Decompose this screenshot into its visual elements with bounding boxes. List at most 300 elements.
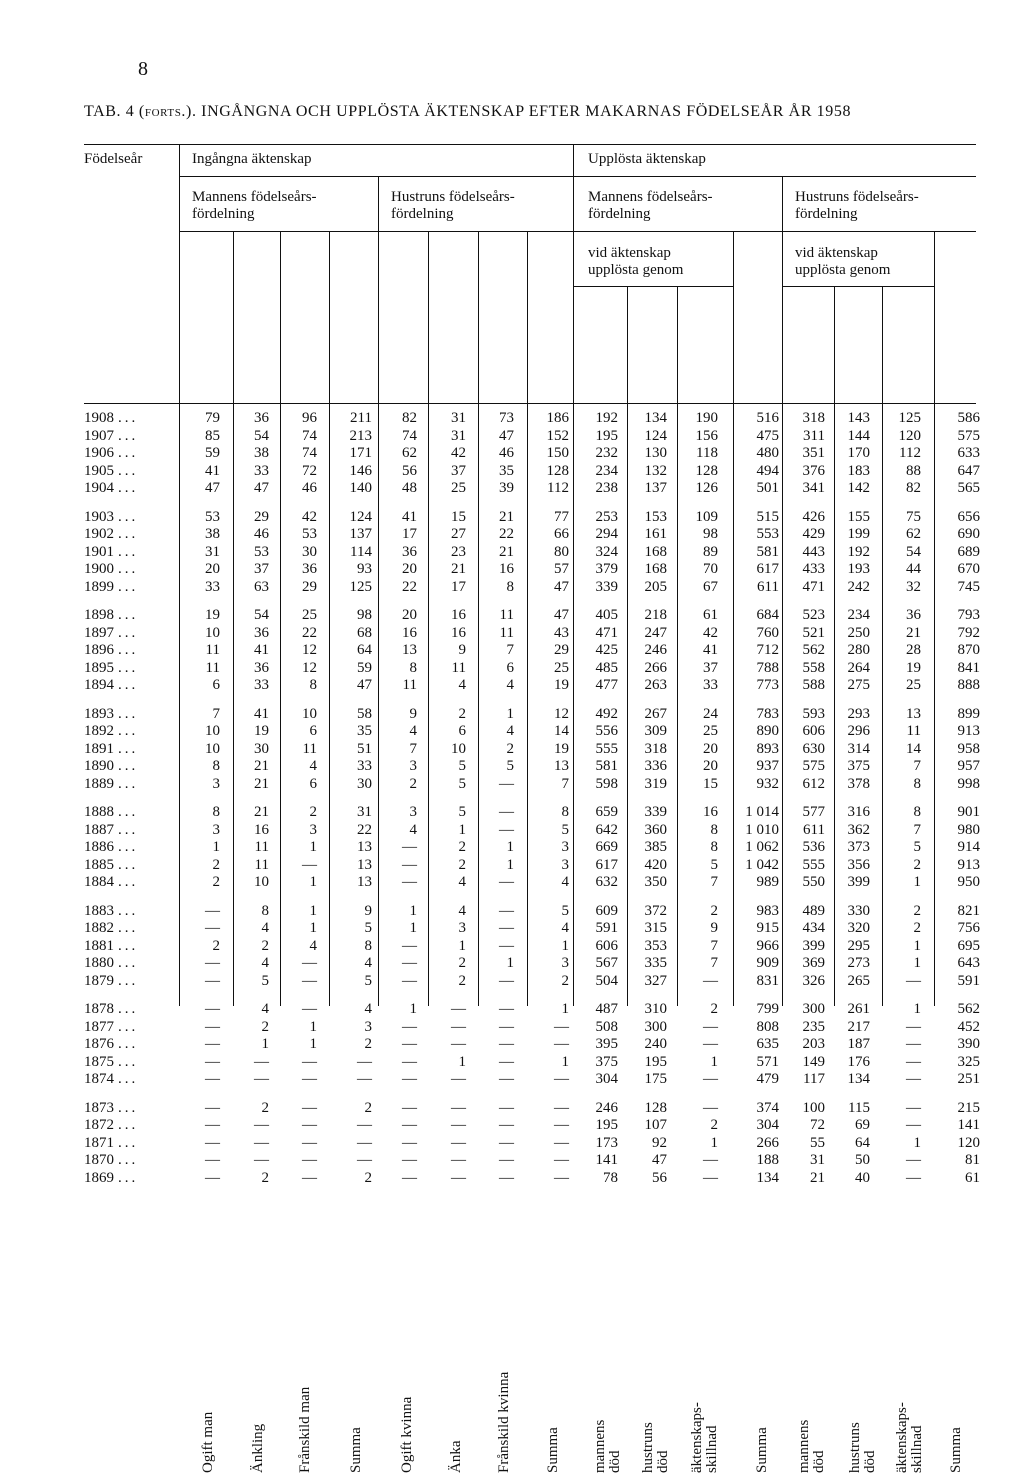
table-cell: 433	[802, 561, 825, 578]
table-cell: 562	[802, 642, 825, 659]
table-cell: 966	[756, 937, 779, 954]
table-cell: —	[302, 1134, 317, 1151]
table-cell: 2	[212, 937, 220, 954]
table-cell: 20	[205, 561, 220, 578]
table-cell: 128	[644, 1099, 667, 1116]
row-year-value: 1886	[84, 839, 114, 856]
table-cell: 429	[802, 526, 825, 543]
table-cell: 20	[703, 758, 718, 775]
table-cell: 3	[364, 1018, 372, 1035]
table-cell: 150	[546, 445, 569, 462]
table-cell: 632	[595, 874, 618, 891]
header-mannens-upp	[588, 189, 713, 223]
table-cell: 188	[756, 1152, 779, 1169]
col-franskild-man-label: Frånskild man	[297, 1386, 313, 1473]
row-year	[84, 758, 152, 775]
table-cell: —	[499, 902, 514, 919]
row-year-value: 1894	[84, 677, 114, 694]
table-cell: 5	[913, 839, 921, 856]
col-summa-1-label: Summa	[348, 1427, 364, 1473]
table-cell: 11	[205, 642, 220, 659]
row-year-leader: ...	[118, 561, 139, 578]
table-cell: 611	[757, 578, 779, 595]
table-cell: 42	[451, 445, 466, 462]
table-cell: 247	[644, 624, 667, 641]
table-cell: 7	[212, 705, 220, 722]
table-cell: —	[205, 955, 220, 972]
col-akt-1-label	[690, 1402, 720, 1473]
table-cell: 9	[409, 705, 417, 722]
table-cell: 168	[644, 543, 667, 560]
table-cell: 57	[554, 561, 569, 578]
header-hustruns-upp-2: fördelning	[795, 206, 858, 222]
row-year	[84, 804, 152, 821]
table-cell: 186	[546, 410, 569, 426]
table-cell: 40	[855, 1169, 870, 1186]
row-year-leader: ...	[118, 902, 139, 919]
table-cell: 670	[957, 561, 980, 578]
table-cell: 21	[451, 561, 466, 578]
row-year-value: 1904	[84, 480, 114, 497]
row-year	[84, 822, 152, 839]
table-cell: 684	[756, 607, 779, 623]
table-cell: 12	[554, 705, 569, 722]
col-summa-3-label: Summa	[754, 1427, 770, 1473]
table-cell: 114	[350, 543, 372, 560]
table-cell: 1	[506, 856, 514, 873]
table-cell: —	[499, 1117, 514, 1134]
row-year	[84, 1054, 152, 1071]
table-cell: 33	[703, 677, 718, 694]
row-year	[84, 1001, 152, 1018]
table-cell: 54	[906, 543, 921, 560]
v-rule-hustruns-upp	[782, 176, 783, 1006]
col-akt-2-label	[895, 1402, 925, 1473]
table-cell: 489	[802, 902, 825, 919]
table-cell: 22	[357, 821, 372, 838]
row-year-leader: ...	[118, 508, 139, 525]
row-year	[84, 874, 152, 891]
table-cell: 1	[309, 902, 317, 919]
table-cell: —	[254, 1053, 269, 1070]
table-cell: —	[205, 1117, 220, 1134]
table-cell: 9	[710, 920, 718, 937]
v-rule-c13	[834, 286, 835, 1006]
table-cell: 300	[802, 1001, 825, 1017]
row-year-leader: ...	[118, 920, 139, 937]
table-cell: 316	[847, 804, 870, 820]
row-year	[84, 1135, 152, 1152]
table-cell: 168	[644, 561, 667, 578]
table-cell: 2	[506, 740, 514, 757]
table-cell: 581	[595, 758, 618, 775]
table-cell: 10	[451, 740, 466, 757]
table-cell: 6	[212, 677, 220, 694]
table-cell: 1	[506, 955, 514, 972]
table-cell: 425	[595, 642, 618, 659]
col-hustruns-dod-1-label	[641, 1422, 671, 1473]
table-cell: 199	[847, 526, 870, 543]
table-cell: 125	[898, 410, 921, 426]
col-ankling-label: Änkling	[250, 1423, 266, 1473]
v-rule-c9	[627, 286, 628, 1006]
table-cell: 47	[499, 427, 514, 444]
row-year-leader: ...	[118, 937, 139, 954]
table-cell: 267	[644, 705, 667, 722]
row-year-value: 1881	[84, 937, 114, 954]
header-mannens-upp-2: fördelning	[588, 206, 651, 222]
table-cell: 471	[802, 578, 825, 595]
table-cell: 59	[357, 659, 372, 676]
table-cell: 19	[254, 723, 269, 740]
table-cell: 1	[913, 1134, 921, 1151]
table-cell: —	[302, 856, 317, 873]
row-year	[84, 607, 152, 624]
row-year-leader: ...	[118, 607, 139, 623]
header-upplosta: Upplösta äktenskap	[588, 151, 706, 167]
table-cell: 144	[847, 427, 870, 444]
row-year-leader: ...	[118, 677, 139, 694]
table-cell: 141	[595, 1152, 618, 1169]
table-cell: 54	[254, 607, 269, 623]
table-cell: 1	[506, 839, 514, 856]
col-hustruns-dod-2a: hustruns	[847, 1422, 863, 1473]
table-cell: 7	[710, 955, 718, 972]
row-year-value: 1874	[84, 1071, 114, 1088]
table-cell: 1 042	[745, 856, 779, 873]
table-cell: 134	[644, 410, 667, 426]
row-year	[84, 509, 152, 526]
table-cell: 11	[254, 839, 269, 856]
table-cell: 36	[254, 410, 269, 426]
table-cell: 120	[957, 1134, 980, 1151]
table-cell: 1	[409, 902, 417, 919]
table-cell: 29	[554, 642, 569, 659]
table-cell: 42	[703, 624, 718, 641]
table-cell: 263	[644, 677, 667, 694]
row-year-value: 1908	[84, 410, 114, 426]
table-cell: 2	[364, 1169, 372, 1186]
row-year-value: 1905	[84, 462, 114, 479]
row-year-value: 1896	[84, 642, 114, 659]
table-cell: 609	[595, 902, 618, 919]
col-hustruns-dod-2-label	[848, 1422, 878, 1473]
table-cell: 17	[451, 578, 466, 595]
row-year-leader: ...	[118, 462, 139, 479]
col-akt-2a: äktenskaps-	[894, 1402, 910, 1473]
table-cell: 11	[906, 723, 921, 740]
header-hustruns-ing-1: Hustruns födelseårs-	[391, 189, 515, 205]
table-cell: 1	[261, 1036, 269, 1053]
row-year-leader: ...	[118, 821, 139, 838]
header-vid-1	[588, 245, 683, 279]
col-akt-1b: skillnad	[704, 1425, 720, 1473]
table-cell: 193	[847, 561, 870, 578]
table-cell: —	[906, 1152, 921, 1169]
table-cell: 112	[899, 445, 921, 462]
table-title-prefix: TAB. 4 (forts.).	[84, 103, 197, 120]
row-year	[84, 642, 152, 659]
table-cell: —	[205, 1152, 220, 1169]
table-cell: 7	[409, 740, 417, 757]
table-cell: 21	[810, 1169, 825, 1186]
table-cell: —	[499, 1099, 514, 1116]
table-cell: 33	[254, 677, 269, 694]
v-rule-rowlabels	[179, 144, 180, 1006]
table-cell: 893	[756, 740, 779, 757]
table-cell: 118	[696, 445, 718, 462]
col-anka-label: Änka	[448, 1440, 464, 1473]
table-cell: 53	[302, 526, 317, 543]
table-cell: 161	[644, 526, 667, 543]
table-cell: 958	[957, 740, 980, 757]
table-cell: —	[499, 775, 514, 792]
col-ogift-kvinna-label: Ogift kvinna	[399, 1396, 415, 1473]
table-cell: —	[451, 1117, 466, 1134]
table-cell: —	[254, 1152, 269, 1169]
table-cell: 5	[710, 856, 718, 873]
table-cell: 598	[595, 775, 618, 792]
table-cell: 2	[364, 1099, 372, 1116]
table-cell: —	[451, 1134, 466, 1151]
table-cell: 5	[458, 775, 466, 792]
table-cell: 1	[458, 1053, 466, 1070]
table-cell: 183	[847, 462, 870, 479]
row-year	[84, 625, 152, 642]
row-year-value: 1878	[84, 1001, 114, 1017]
table-cell: 633	[957, 445, 980, 462]
col-ogift-kvinna	[398, 1323, 418, 1473]
table-cell: 36	[254, 624, 269, 641]
table-cell: 555	[595, 740, 618, 757]
col-mannens-dod-2-label	[797, 1420, 827, 1473]
table-cell: 913	[957, 723, 980, 740]
table-cell: 74	[302, 427, 317, 444]
row-year-value: 1879	[84, 972, 114, 989]
table-cell: 937	[756, 758, 779, 775]
table-cell: 141	[957, 1117, 980, 1134]
table-cell: 870	[957, 642, 980, 659]
table-cell: —	[402, 1018, 417, 1035]
table-cell: 234	[595, 462, 618, 479]
row-year-value: 1883	[84, 902, 114, 919]
table-cell: —	[205, 1071, 220, 1088]
table-cell: —	[402, 972, 417, 989]
table-cell: 1	[458, 821, 466, 838]
row-year	[84, 463, 152, 480]
row-year-leader: ...	[118, 1001, 139, 1017]
table-cell: 33	[254, 462, 269, 479]
table-cell: 914	[957, 839, 980, 856]
table-cell: 62	[402, 445, 417, 462]
col-summa-3	[753, 1323, 773, 1473]
table-cell: 31	[810, 1152, 825, 1169]
table-cell: 1	[561, 1001, 569, 1017]
table-cell: 311	[803, 427, 825, 444]
row-year-leader: ...	[118, 642, 139, 659]
table-cell: —	[357, 1134, 372, 1151]
table-cell: 25	[451, 480, 466, 497]
table-cell: 25	[703, 723, 718, 740]
table-cell: 773	[756, 677, 779, 694]
table-cell: —	[499, 1152, 514, 1169]
table-cell: 22	[302, 624, 317, 641]
table-cell: 3	[212, 821, 220, 838]
table-cell: 487	[595, 1001, 618, 1017]
table-cell: —	[302, 955, 317, 972]
table-cell: 251	[957, 1071, 980, 1088]
table-cell: 23	[451, 543, 466, 560]
table-cell: 242	[847, 578, 870, 595]
table-cell: 61	[965, 1169, 980, 1186]
row-year	[84, 660, 152, 677]
table-cell: 4	[364, 955, 372, 972]
table-cell: 47	[357, 677, 372, 694]
table-cell: 4	[458, 902, 466, 919]
header-vid-2a: vid äktenskap	[795, 245, 878, 261]
row-year-leader: ...	[118, 1036, 139, 1053]
table-cell: 5	[458, 758, 466, 775]
table-cell: 901	[957, 804, 980, 820]
table-cell: 452	[957, 1018, 980, 1035]
table-cell: 1	[710, 1134, 718, 1151]
table-cell: 44	[906, 561, 921, 578]
row-year-value: 1882	[84, 920, 114, 937]
row-year	[84, 410, 152, 427]
table-cell: 246	[644, 642, 667, 659]
table-cell: 195	[595, 1117, 618, 1134]
table-cell: 39	[499, 480, 514, 497]
table-cell: 7	[913, 758, 921, 775]
table-cell: 504	[595, 972, 618, 989]
table-cell: —	[451, 1036, 466, 1053]
table-cell: 11	[254, 856, 269, 873]
col-franskild-kvinna-label: Frånskild kvinna	[496, 1371, 512, 1473]
row-year-leader: ...	[118, 874, 139, 891]
row-year-leader: ...	[118, 856, 139, 873]
table-cell: —	[554, 1099, 569, 1116]
table-cell: 14	[906, 740, 921, 757]
col-hustruns-dod-2	[848, 1323, 882, 1473]
table-cell: 309	[644, 723, 667, 740]
table-cell: 2	[710, 1117, 718, 1134]
table-cell: 1	[913, 1001, 921, 1017]
header-rule-5	[782, 286, 934, 287]
table-cell: 591	[957, 972, 980, 989]
row-year-value: 1888	[84, 804, 114, 820]
table-cell: 2	[212, 874, 220, 891]
table-cell: 2	[913, 856, 921, 873]
table-cell: 821	[957, 902, 980, 919]
row-year-value: 1891	[84, 740, 114, 757]
table-cell: 107	[644, 1117, 667, 1134]
table-cell: 330	[847, 902, 870, 919]
table-cell: 980	[957, 821, 980, 838]
table-cell: 20	[703, 740, 718, 757]
table-cell: 426	[802, 508, 825, 525]
table-cell: 304	[595, 1071, 618, 1088]
table-cell: 1	[309, 839, 317, 856]
table-cell: 669	[595, 839, 618, 856]
table-cell: 68	[357, 624, 372, 641]
v-rule-upplosta	[573, 144, 574, 1006]
table-cell: 213	[349, 427, 372, 444]
table-cell: —	[554, 1018, 569, 1035]
table-cell: 8	[212, 804, 220, 820]
table-cell: 2	[913, 920, 921, 937]
table-cell: 10	[205, 624, 220, 641]
table-cell: 1 014	[745, 804, 779, 820]
col-hustruns-dod-1	[641, 1323, 675, 1473]
table-cell: 8	[261, 902, 269, 919]
header-vid-1b: upplösta genom	[588, 262, 684, 278]
table-cell: 93	[357, 561, 372, 578]
col-mannens-dod-2	[797, 1323, 831, 1473]
table-cell: 25	[554, 659, 569, 676]
table-cell: 630	[802, 740, 825, 757]
table-cell: 8	[710, 821, 718, 838]
table-cell: 190	[695, 410, 718, 426]
table-cell: 46	[302, 480, 317, 497]
table-cell: 74	[302, 445, 317, 462]
table-cell: 128	[546, 462, 569, 479]
table-cell: 471	[595, 624, 618, 641]
table-cell: 13	[402, 642, 417, 659]
table-cell: 41	[254, 705, 269, 722]
table-cell: 11	[499, 607, 514, 623]
row-year	[84, 1152, 152, 1169]
col-ogift-man-label: Ogift man	[200, 1411, 216, 1473]
table-cell: 11	[205, 659, 220, 676]
table-cell: 203	[802, 1036, 825, 1053]
table-cell: 74	[402, 427, 417, 444]
table-cell: 376	[802, 462, 825, 479]
row-year-value: 1870	[84, 1152, 114, 1169]
table-cell: 2	[261, 1099, 269, 1116]
table-cell: —	[499, 972, 514, 989]
table-cell: 2	[309, 804, 317, 820]
table-cell: 16	[703, 804, 718, 820]
table-cell: 3	[561, 839, 569, 856]
table-cell: 516	[756, 410, 779, 426]
table-cell: 187	[847, 1036, 870, 1053]
row-year	[84, 741, 152, 758]
row-year	[84, 544, 152, 561]
table-cell: 28	[906, 642, 921, 659]
table-cell: 8	[913, 804, 921, 820]
table-cell: 124	[349, 508, 372, 525]
table-cell: 799	[756, 1001, 779, 1017]
header-rule-2	[179, 176, 976, 177]
row-year-leader: ...	[118, 804, 139, 820]
table-cell: 3	[561, 856, 569, 873]
table-cell: 4	[261, 955, 269, 972]
table-cell: 571	[756, 1053, 779, 1070]
row-year	[84, 920, 152, 937]
table-cell: —	[703, 1152, 718, 1169]
table-cell: 593	[802, 705, 825, 722]
col-summa-2	[544, 1323, 564, 1473]
table-cell: —	[906, 1117, 921, 1134]
table-cell: 175	[644, 1071, 667, 1088]
col-akt-2b: skillnad	[909, 1425, 925, 1473]
table-cell: 143	[847, 410, 870, 426]
table-cell: 78	[603, 1169, 618, 1186]
table-cell: 211	[350, 410, 372, 426]
table-cell: 5	[561, 902, 569, 919]
table-cell: —	[205, 1036, 220, 1053]
table-cell: 4	[364, 1001, 372, 1017]
